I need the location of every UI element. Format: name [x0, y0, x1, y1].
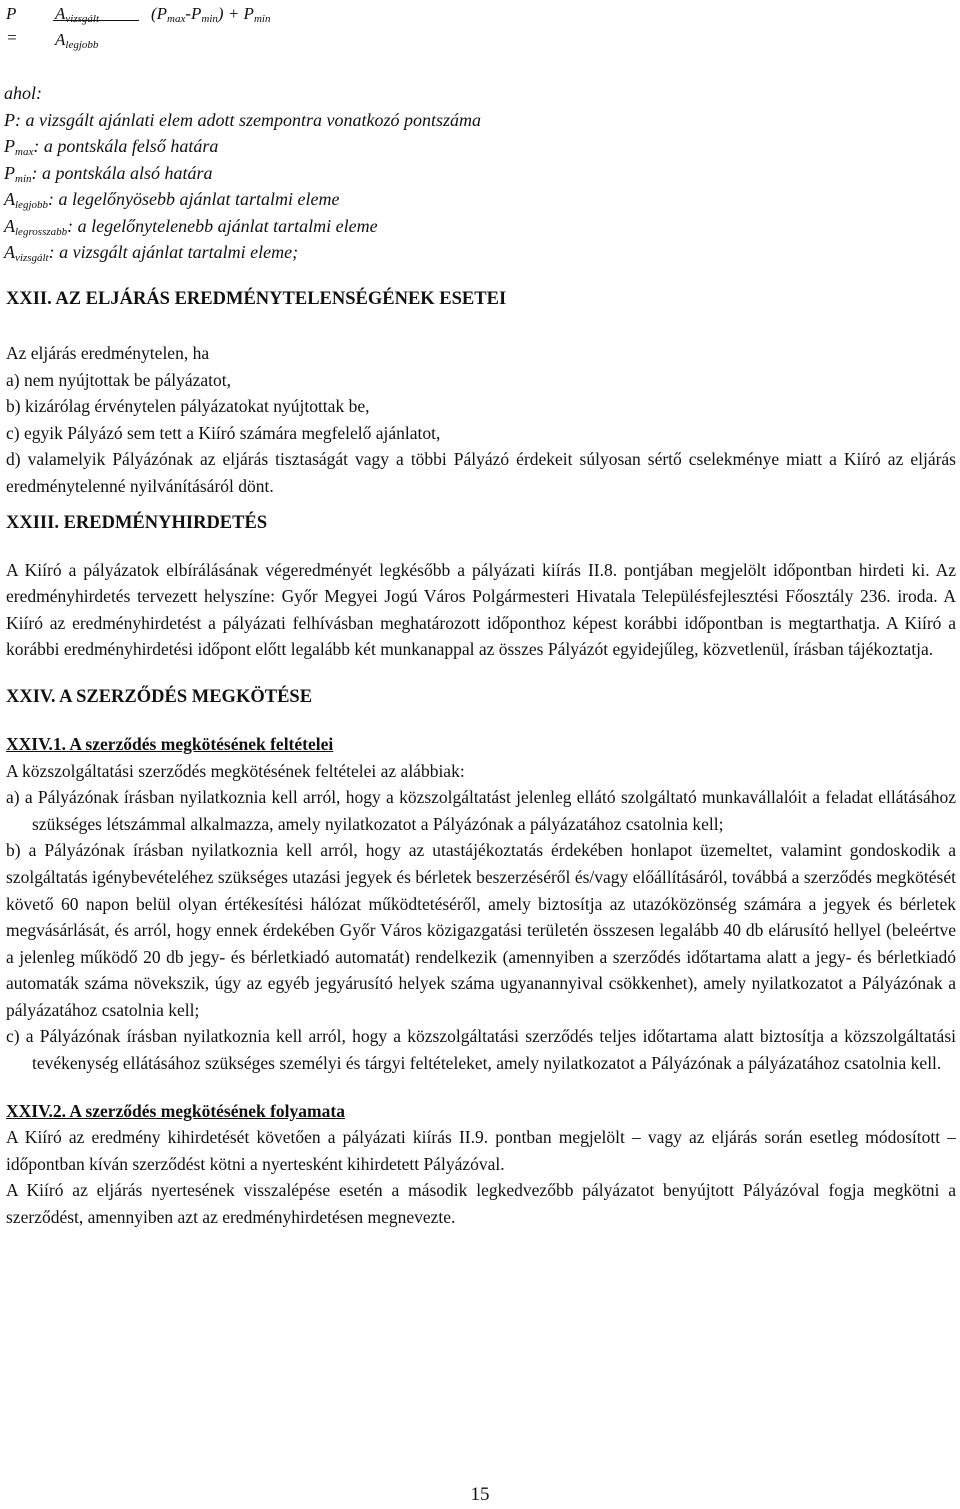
formula-equals: =: [6, 28, 18, 47]
formula-numerator: $A_{vizsgált}$: [55, 4, 100, 25]
formula-lhs: P: [6, 4, 17, 23]
formula-rhs: $(P_{max}-P_{min}) + P_{min}$: [151, 4, 271, 25]
legend-row: $P_{min}$: a pontskála alsó határa: [4, 162, 213, 185]
legend-intro: ahol:: [4, 83, 42, 103]
paragraph: A Kiíró az eredmény kihirdetését követően a pályázati kiírás II.9. pontban megjelölt – vagy az eljárás során esetleg módosított – időpontban kíván szerződést kötni a nyertesként kihirdetett Pályázóval.: [6, 1127, 956, 1174]
page-number: 15: [470, 1484, 490, 1505]
document-body: [6, 286, 956, 1231]
formula-legend: [4, 80, 644, 266]
paragraph: A Kiíró az eljárás nyertesének visszalépése esetén a második legkedvezőbb pályázatot benyújtott Pályázóval fogja megkötni a szerződést, amennyiben azt az eredményhirdetésen megnevezte.: [6, 1180, 956, 1228]
paragraph: Az eljárás eredménytelen, ha: [6, 343, 210, 363]
paragraph: A Kiíró a pályázatok elbírálásának végeredményét legkésőbb a pályázati kiírás II.8. pontjában megjelölt időpontban hirdeti ki. Az eredményhirdetés tervezett helyszíne: Győr Megyei Jogú Város Polgármesteri Hivatala Településfejlesztési Főosztály 236. iroda. A Kiíró az eredményhirdetést a pályázati felhívásban meghatározott időponthoz képest korábbi időpontban is megtarthatja. A Kiíró a korábbi eredményhirdetési időpont előtt legalább két munkanappal az összes Pályázót egyidejűleg, közvetlenül, írásban tájékoztatja.: [6, 559, 956, 660]
subsection-heading-xxiv-2: XXIV.2. A szerződés megkötésének folyamata: [6, 1100, 345, 1121]
legend-row: $A_{vizsgált}$: a vizsgált ajánlat tartalmi eleme;: [4, 242, 299, 264]
list-item: a) nem nyújtottak be pályázatot,: [6, 369, 231, 390]
fraction-line: [53, 20, 139, 21]
subsection-heading-xxiv-1: XXIV.1. A szerződés megkötésének feltételei: [6, 733, 334, 754]
legend-row: P: a vizsgált ajánlati elem adott szempontra vonatkozó pontszáma: [4, 109, 481, 130]
legend-row: $A_{legrosszabb}$: a legelőnytelenebb ajánlat tartalmi eleme: [4, 215, 378, 238]
list-item: b) a Pályázónak írásban nyilatkoznia kell arról, hogy az utastájékoztatás érdekében honlapot üzemeltet, valamint gondoskodik a szolgáltatás igénybevételéhez szükséges utazási jegyek és bérletek beszerzéséről és/vagy előállításáról, továbbá a szerződés megkötését követő 60 napon belül olyan értékesítési hálózat működtetéséről, amely biztosítja az utazóközönség számára a jegyek és bérletek megvásárlását, és arról, hogy ennek érdekében Győr Város közigazgatási területén összesen legalább 40 db elárusító hellyel (beleértve a jelenleg működő 20 db jegy- és bérletkiadó automatát) rendelkezik (amennyiben a szerződés időtartama alatt a jegy- és bérletkiadó automaták száma növekszik, úgy az egyéb jegyárusító helyek száma ugyanannyival csökkenhet), amely nyilatkozatot a Pályázónak a pályázatához csatolnia kell;: [6, 840, 956, 1020]
legend-row: $A_{legjobb}$: a legelőnyösebb ajánlat tartalmi eleme: [4, 189, 340, 211]
section-heading-xxii: XXII. AZ ELJÁRÁS EREDMÉNYTELENSÉGÉNEK ESETEI: [6, 289, 507, 309]
list-item: a) a Pályázónak írásban nyilatkoznia kell arról, hogy a közszolgáltatást jelenleg ellátó szolgáltató munkavállalóit a feladat ellátásához szükséges létszámmal alkalmazza, amely nyilatkozatot a Pályázónak a pályázatához csatolnia kell;: [6, 787, 956, 834]
section-heading-xxiii: XXIII. EREDMÉNYHIRDETÉS: [6, 512, 268, 533]
legend-row: $P_{max}$: a pontskála felső határa: [4, 136, 219, 158]
list-item: c) egyik Pályázó sem tett a Kiíró számára megfelelő ajánlatot,: [6, 422, 441, 443]
paragraph: A közszolgáltatási szerződés megkötésének feltételei az alábbiak:: [6, 760, 465, 781]
list-item: b) kizárólag érvénytelen pályázatokat nyújtottak be,: [6, 396, 370, 417]
formula-denominator: $A_{legjobb}$: [55, 30, 99, 51]
section-heading-xxiv: XXIV. A SZERZŐDÉS MEGKÖTÉSE: [6, 686, 313, 707]
scoring-formula: [6, 0, 326, 56]
list-item: c) a Pályázónak írásban nyilatkoznia kell arról, hogy a közszolgáltatási szerződés teljes időtartama alatt biztosítja a közszolgáltatási tevékenység ellátásához szükséges személyi és tárgyi feltételeket, amely nyilatkozatot a Pályázónak a pályázatához csatolnia kell.: [6, 1026, 956, 1074]
list-item: d) valamelyik Pályázónak az eljárás tisztaságát vagy a többi Pályázó érdekeit súlyosan sértő cselekménye miatt a Kiíró az eljárás eredménytelenné nyilvánításáról dönt.: [6, 449, 956, 496]
